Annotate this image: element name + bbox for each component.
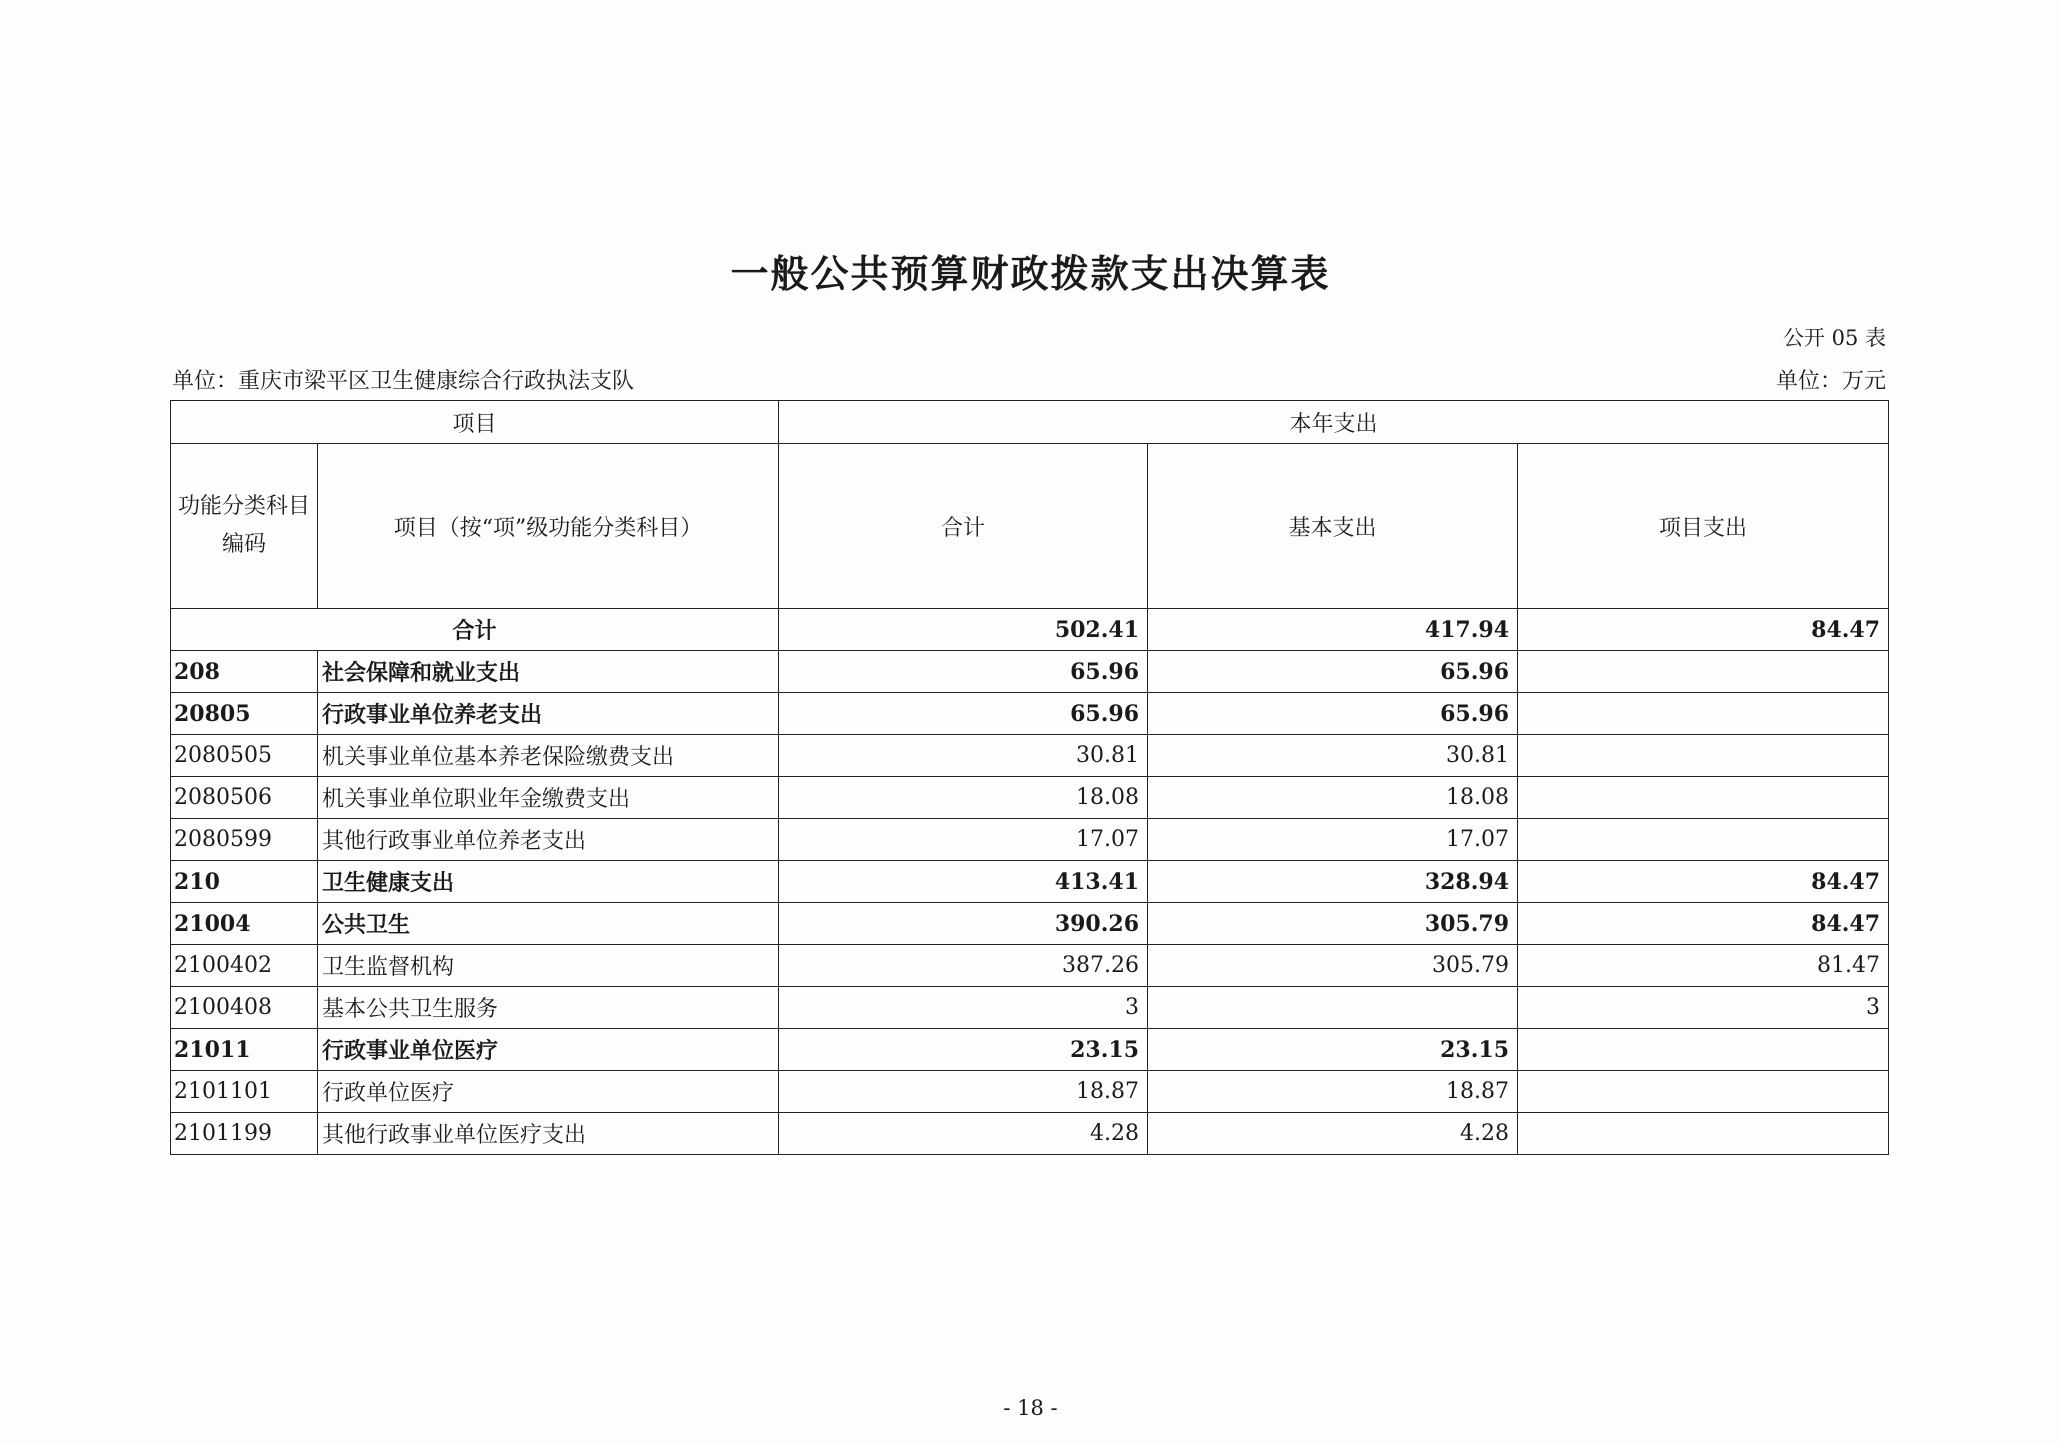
row-basic: 305.79	[1148, 945, 1518, 987]
row-project	[1518, 735, 1889, 777]
unit-organization: 单位：重庆市梁平区卫生健康综合行政执法支队	[172, 369, 635, 394]
row-name: 卫生监督机构	[318, 945, 779, 987]
row-basic: 65.96	[1148, 693, 1518, 735]
row-name: 其他行政事业单位养老支出	[318, 819, 779, 861]
row-code: 21004	[171, 903, 318, 945]
row-name: 公共卫生	[318, 903, 779, 945]
row-total: 17.07	[779, 819, 1148, 861]
row-project: 84.47	[1518, 861, 1889, 903]
table-row	[171, 903, 1889, 945]
row-name: 机关事业单位基本养老保险缴费支出	[318, 735, 779, 777]
row-code: 21011	[171, 1029, 318, 1071]
table-row	[171, 1029, 1889, 1071]
row-project	[1518, 777, 1889, 819]
row-name: 卫生健康支出	[318, 861, 779, 903]
header-project-expenditure: 项目支出	[1518, 444, 1889, 609]
row-total: 18.87	[779, 1071, 1148, 1113]
header-total: 合计	[779, 444, 1148, 609]
row-code: 2080505	[171, 735, 318, 777]
row-name: 机关事业单位职业年金缴费支出	[318, 777, 779, 819]
row-code: 20805	[171, 693, 318, 735]
table-row	[171, 987, 1889, 1029]
table-row	[171, 1113, 1889, 1155]
header-basic: 基本支出	[1148, 444, 1518, 609]
row-basic: 4.28	[1148, 1113, 1518, 1155]
total-label: 合计	[171, 609, 779, 651]
row-total: 4.28	[779, 1113, 1148, 1155]
row-basic: 18.87	[1148, 1071, 1518, 1113]
page-number: - 18 -	[1003, 1396, 1058, 1420]
row-project: 81.47	[1518, 945, 1889, 987]
row-name: 社会保障和就业支出	[318, 651, 779, 693]
row-basic: 30.81	[1148, 735, 1518, 777]
row-basic: 65.96	[1148, 651, 1518, 693]
row-basic	[1148, 987, 1518, 1029]
row-project	[1518, 1071, 1889, 1113]
row-basic: 17.07	[1148, 819, 1518, 861]
table-row	[171, 1071, 1889, 1113]
total-basic: 417.94	[1148, 609, 1518, 651]
row-project	[1518, 651, 1889, 693]
row-basic: 18.08	[1148, 777, 1518, 819]
row-basic: 23.15	[1148, 1029, 1518, 1071]
row-project: 84.47	[1518, 903, 1889, 945]
row-total: 23.15	[779, 1029, 1148, 1071]
table-row	[171, 735, 1889, 777]
total-project: 84.47	[1518, 609, 1889, 651]
row-total: 413.41	[779, 861, 1148, 903]
row-code: 210	[171, 861, 318, 903]
row-code: 2080599	[171, 819, 318, 861]
unit-currency: 单位：万元	[1775, 369, 1886, 394]
row-total: 65.96	[779, 693, 1148, 735]
table-row-total	[171, 609, 1889, 651]
header-row-1	[171, 401, 1889, 444]
row-total: 18.08	[779, 777, 1148, 819]
row-name: 其他行政事业单位医疗支出	[318, 1113, 779, 1155]
table-row	[171, 861, 1889, 903]
header-current-year: 本年支出	[779, 401, 1889, 444]
row-project	[1518, 1113, 1889, 1155]
row-total: 390.26	[779, 903, 1148, 945]
table-row	[171, 945, 1889, 987]
row-project	[1518, 693, 1889, 735]
row-code: 2101199	[171, 1113, 318, 1155]
header-row-2	[171, 444, 1889, 609]
table-row	[171, 693, 1889, 735]
total-sum: 502.41	[779, 609, 1148, 651]
row-total: 65.96	[779, 651, 1148, 693]
row-name: 行政事业单位养老支出	[318, 693, 779, 735]
header-project: 项目	[171, 401, 779, 444]
form-number: 公开 05 表	[1782, 326, 1886, 350]
header-code: 功能分类科目编码	[171, 444, 318, 609]
row-project	[1518, 1029, 1889, 1071]
row-basic: 328.94	[1148, 861, 1518, 903]
row-total: 3	[779, 987, 1148, 1029]
table-row	[171, 819, 1889, 861]
row-project	[1518, 819, 1889, 861]
row-total: 30.81	[779, 735, 1148, 777]
header-item: 项目（按“项”级功能分类科目）	[318, 444, 779, 609]
row-name: 基本公共卫生服务	[318, 987, 779, 1029]
row-code: 2100408	[171, 987, 318, 1029]
expenditure-table	[170, 400, 1889, 1155]
row-basic: 305.79	[1148, 903, 1518, 945]
table-row	[171, 651, 1889, 693]
row-code: 208	[171, 651, 318, 693]
row-code: 2080506	[171, 777, 318, 819]
row-code: 2101101	[171, 1071, 318, 1113]
expenditure-table-container	[170, 400, 1888, 1155]
row-project: 3	[1518, 987, 1889, 1029]
row-name: 行政事业单位医疗	[318, 1029, 779, 1071]
table-row	[171, 777, 1889, 819]
page-title: 一般公共预算财政拨款支出决算表	[730, 251, 1331, 296]
row-total: 387.26	[779, 945, 1148, 987]
row-code: 2100402	[171, 945, 318, 987]
row-name: 行政单位医疗	[318, 1071, 779, 1113]
